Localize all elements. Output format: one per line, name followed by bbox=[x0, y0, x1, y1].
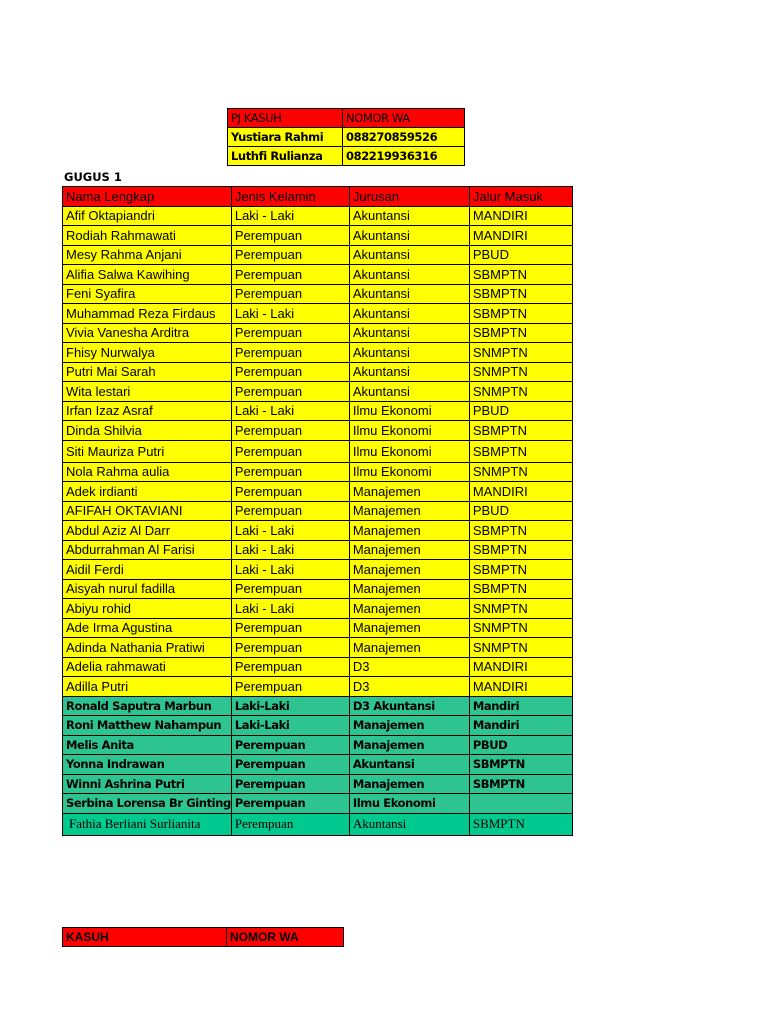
admission-path-cell: SNMPTN bbox=[469, 462, 572, 482]
gender-cell: Perempuan bbox=[231, 323, 349, 343]
name-cell: Yonna Indrawan bbox=[63, 755, 232, 775]
table-row bbox=[63, 362, 573, 382]
major-cell: Ilmu Ekonomi bbox=[349, 440, 469, 462]
gender-cell: Laki - Laki bbox=[231, 401, 349, 421]
gender-cell: Laki - Laki bbox=[231, 560, 349, 580]
admission-path-cell: SBMPTN bbox=[469, 540, 572, 560]
name-cell: Alifia Salwa Kawihing bbox=[63, 265, 232, 285]
admission-path-cell: SBMPTN bbox=[469, 421, 572, 441]
name-cell: Mesy Rahma Anjani bbox=[63, 245, 232, 265]
name-cell: Vivia Vanesha Arditra bbox=[63, 323, 232, 343]
major-cell: Akuntansi bbox=[349, 265, 469, 285]
group-label: GUGUS 1 bbox=[64, 170, 122, 184]
table-row bbox=[63, 401, 573, 421]
admission-path-cell: SBMPTN bbox=[469, 560, 572, 580]
gender-cell: Perempuan bbox=[231, 618, 349, 638]
phone-number-cell: 088270859526 bbox=[343, 128, 465, 147]
name-cell: Adinda Nathania Pratiwi bbox=[63, 638, 232, 658]
admission-path-cell: SBMPTN bbox=[469, 521, 572, 541]
name-cell: Roni Matthew Nahampun bbox=[63, 716, 232, 736]
name-cell: Ronald Saputra Marbun bbox=[63, 696, 232, 716]
column-header: PJ KASUH bbox=[228, 109, 343, 128]
name-cell: Ade Irma Agustina bbox=[63, 618, 232, 638]
major-cell: Manajemen bbox=[349, 716, 469, 736]
gugus-member-table bbox=[62, 186, 573, 836]
table-row bbox=[63, 421, 573, 441]
main-header-row bbox=[63, 187, 573, 207]
major-cell: D3 bbox=[349, 677, 469, 697]
name-cell: Melis Anita bbox=[63, 735, 232, 755]
gender-cell: Laki - Laki bbox=[231, 304, 349, 324]
pj-row bbox=[228, 147, 465, 166]
name-cell: Abiyu rohid bbox=[63, 599, 232, 619]
major-cell: Ilmu Ekonomi bbox=[349, 462, 469, 482]
admission-path-cell: SNMPTN bbox=[469, 382, 572, 402]
major-cell: Akuntansi bbox=[349, 304, 469, 324]
table-row bbox=[63, 540, 573, 560]
admission-path-cell: PBUD bbox=[469, 501, 572, 521]
major-cell: Akuntansi bbox=[349, 755, 469, 775]
table-row bbox=[63, 501, 573, 521]
table-row bbox=[63, 813, 573, 835]
table-row bbox=[63, 560, 573, 580]
admission-path-cell bbox=[469, 794, 572, 814]
gender-cell: Laki - Laki bbox=[231, 206, 349, 226]
phone-number-cell: 082219936316 bbox=[343, 147, 465, 166]
admission-path-cell: SNMPTN bbox=[469, 343, 572, 363]
table-row bbox=[63, 755, 573, 775]
pj-row bbox=[228, 128, 465, 147]
admission-path-cell: SBMPTN bbox=[469, 813, 572, 835]
gender-cell: Perempuan bbox=[231, 774, 349, 794]
column-header: Nama Lengkap bbox=[63, 187, 232, 207]
table-row bbox=[63, 482, 573, 502]
admission-path-cell: PBUD bbox=[469, 735, 572, 755]
gender-cell: Laki - Laki bbox=[231, 540, 349, 560]
kasuh-header-row bbox=[63, 928, 344, 947]
major-cell: Manajemen bbox=[349, 482, 469, 502]
name-cell: Adilla Putri bbox=[63, 677, 232, 697]
major-cell: Manajemen bbox=[349, 638, 469, 658]
name-cell: Aisyah nurul fadilla bbox=[63, 579, 232, 599]
gender-cell: Perempuan bbox=[231, 343, 349, 363]
table-row bbox=[63, 696, 573, 716]
major-cell: Akuntansi bbox=[349, 362, 469, 382]
gender-cell: Perempuan bbox=[231, 794, 349, 814]
gender-cell: Perempuan bbox=[231, 755, 349, 775]
admission-path-cell: PBUD bbox=[469, 401, 572, 421]
gender-cell: Perempuan bbox=[231, 284, 349, 304]
name-cell: Wita lestari bbox=[63, 382, 232, 402]
admission-path-cell: SNMPTN bbox=[469, 618, 572, 638]
major-cell: Akuntansi bbox=[349, 323, 469, 343]
table-row bbox=[63, 206, 573, 226]
table-row bbox=[63, 677, 573, 697]
column-header: Jalur Masuk bbox=[469, 187, 572, 207]
admission-path-cell: SNMPTN bbox=[469, 362, 572, 382]
admission-path-cell: Mandiri bbox=[469, 716, 572, 736]
gender-cell: Perempuan bbox=[231, 265, 349, 285]
name-cell: Putri Mai Sarah bbox=[63, 362, 232, 382]
column-header: KASUH bbox=[63, 928, 227, 947]
major-cell: Manajemen bbox=[349, 579, 469, 599]
gender-cell: Laki - Laki bbox=[231, 599, 349, 619]
major-cell: Akuntansi bbox=[349, 206, 469, 226]
table-row bbox=[63, 716, 573, 736]
name-cell: Fathia Berliani Surlianita bbox=[63, 813, 232, 835]
gender-cell: Perempuan bbox=[231, 226, 349, 246]
column-header: NOMOR WA bbox=[343, 109, 465, 128]
admission-path-cell: MANDIRI bbox=[469, 482, 572, 502]
major-cell: Manajemen bbox=[349, 774, 469, 794]
table-row bbox=[63, 774, 573, 794]
name-cell: Serbina Lorensa Br Ginting bbox=[63, 794, 232, 814]
admission-path-cell: MANDIRI bbox=[469, 226, 572, 246]
gender-cell: Perempuan bbox=[231, 735, 349, 755]
name-cell: Abdul Aziz Al Darr bbox=[63, 521, 232, 541]
table-row bbox=[63, 382, 573, 402]
name-cell: Dinda Shilvia bbox=[63, 421, 232, 441]
table-row bbox=[63, 323, 573, 343]
major-cell: Ilmu Ekonomi bbox=[349, 401, 469, 421]
major-cell: Akuntansi bbox=[349, 382, 469, 402]
admission-path-cell: PBUD bbox=[469, 245, 572, 265]
gender-cell: Laki - Laki bbox=[231, 521, 349, 541]
major-cell: Manajemen bbox=[349, 501, 469, 521]
admission-path-cell: SBMPTN bbox=[469, 304, 572, 324]
name-cell: Muhammad Reza Firdaus bbox=[63, 304, 232, 324]
table-row bbox=[63, 521, 573, 541]
table-row bbox=[63, 343, 573, 363]
gender-cell: Perempuan bbox=[231, 245, 349, 265]
table-row bbox=[63, 462, 573, 482]
gender-cell: Perempuan bbox=[231, 382, 349, 402]
table-row bbox=[63, 440, 573, 462]
gender-cell: Laki-Laki bbox=[231, 696, 349, 716]
gender-cell: Perempuan bbox=[231, 462, 349, 482]
admission-path-cell: SBMPTN bbox=[469, 440, 572, 462]
column-header: NOMOR WA bbox=[227, 928, 344, 947]
gender-cell: Perempuan bbox=[231, 482, 349, 502]
major-cell: Ilmu Ekonomi bbox=[349, 794, 469, 814]
table-row bbox=[63, 618, 573, 638]
admission-path-cell: SBMPTN bbox=[469, 284, 572, 304]
name-cell: Adek irdianti bbox=[63, 482, 232, 502]
table-row bbox=[63, 657, 573, 677]
admission-path-cell: SNMPTN bbox=[469, 638, 572, 658]
table-row bbox=[63, 226, 573, 246]
name-cell: AFIFAH OKTAVIANI bbox=[63, 501, 232, 521]
table-row bbox=[63, 579, 573, 599]
name-cell: Nola Rahma aulia bbox=[63, 462, 232, 482]
admission-path-cell: MANDIRI bbox=[469, 677, 572, 697]
admission-path-cell: SBMPTN bbox=[469, 755, 572, 775]
major-cell: Manajemen bbox=[349, 540, 469, 560]
major-cell: Akuntansi bbox=[349, 813, 469, 835]
table-row bbox=[63, 304, 573, 324]
major-cell: Akuntansi bbox=[349, 284, 469, 304]
name-cell: Fhisy Nurwalya bbox=[63, 343, 232, 363]
major-cell: Akuntansi bbox=[349, 226, 469, 246]
kasuh-table bbox=[62, 927, 344, 947]
table-row bbox=[63, 599, 573, 619]
gender-cell: Perempuan bbox=[231, 421, 349, 441]
major-cell: Manajemen bbox=[349, 521, 469, 541]
gender-cell: Perempuan bbox=[231, 579, 349, 599]
gender-cell: Perempuan bbox=[231, 362, 349, 382]
major-cell: D3 bbox=[349, 657, 469, 677]
name-cell: Afif Oktapiandri bbox=[63, 206, 232, 226]
pj-header-row bbox=[228, 109, 465, 128]
major-cell: Manajemen bbox=[349, 560, 469, 580]
name-cell: Feni Syafira bbox=[63, 284, 232, 304]
admission-path-cell: SBMPTN bbox=[469, 579, 572, 599]
gender-cell: Perempuan bbox=[231, 657, 349, 677]
admission-path-cell: SBMPTN bbox=[469, 265, 572, 285]
name-cell: Siti Mauriza Putri bbox=[63, 440, 232, 462]
name-cell: Winni Ashrina Putri bbox=[63, 774, 232, 794]
table-row bbox=[63, 735, 573, 755]
major-cell: Manajemen bbox=[349, 599, 469, 619]
admission-path-cell: Mandiri bbox=[469, 696, 572, 716]
pj-kasuh-table bbox=[227, 108, 465, 166]
pj-name-cell: Yustiara Rahmi bbox=[228, 128, 343, 147]
admission-path-cell: SBMPTN bbox=[469, 323, 572, 343]
gender-cell: Perempuan bbox=[231, 638, 349, 658]
table-row bbox=[63, 265, 573, 285]
name-cell: Irfan Izaz Asraf bbox=[63, 401, 232, 421]
name-cell: Adelia rahmawati bbox=[63, 657, 232, 677]
table-row bbox=[63, 638, 573, 658]
major-cell: Ilmu Ekonomi bbox=[349, 421, 469, 441]
name-cell: Abdurrahman Al Farisi bbox=[63, 540, 232, 560]
table-row bbox=[63, 245, 573, 265]
pj-name-cell: Luthfi Rulianza bbox=[228, 147, 343, 166]
name-cell: Aidil Ferdi bbox=[63, 560, 232, 580]
table-row bbox=[63, 794, 573, 814]
column-header: Jenis Kelamin bbox=[231, 187, 349, 207]
admission-path-cell: SNMPTN bbox=[469, 599, 572, 619]
major-cell: Manajemen bbox=[349, 618, 469, 638]
admission-path-cell: MANDIRI bbox=[469, 657, 572, 677]
name-cell: Rodiah Rahmawati bbox=[63, 226, 232, 246]
major-cell: Akuntansi bbox=[349, 245, 469, 265]
gender-cell: Perempuan bbox=[231, 501, 349, 521]
column-header: Jurusan bbox=[349, 187, 469, 207]
gender-cell: Laki-Laki bbox=[231, 716, 349, 736]
gender-cell: Perempuan bbox=[231, 440, 349, 462]
admission-path-cell: MANDIRI bbox=[469, 206, 572, 226]
gender-cell: Perempuan bbox=[231, 677, 349, 697]
major-cell: Manajemen bbox=[349, 735, 469, 755]
major-cell: Akuntansi bbox=[349, 343, 469, 363]
admission-path-cell: SBMPTN bbox=[469, 774, 572, 794]
gender-cell: Perempuan bbox=[231, 813, 349, 835]
major-cell: D3 Akuntansi bbox=[349, 696, 469, 716]
table-row bbox=[63, 284, 573, 304]
